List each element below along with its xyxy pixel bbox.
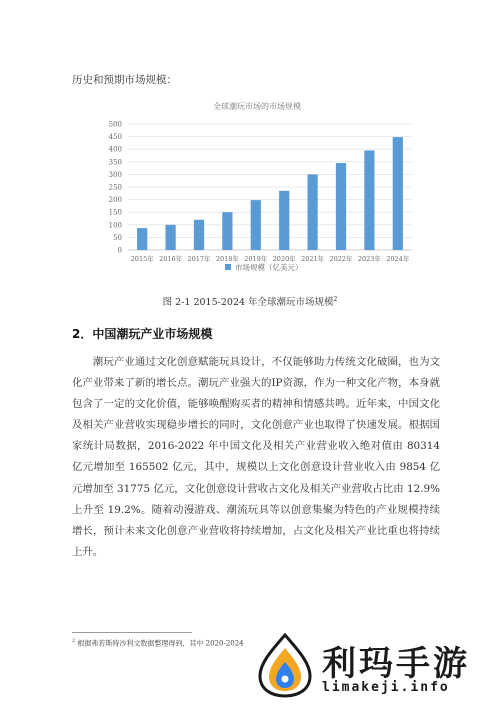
bar-2020年	[279, 191, 289, 250]
footnote	[72, 638, 244, 648]
body-paragraph: 潮玩产业通过文化创意赋能玩具设计，不仅能够助力传统文化破圈，也为文化产业带来了新的增长点。潮玩产业强大的IP资源，作为一种文化产物，本身就包含了一定的文化价值，能够唤醒购买者的精神和情感共鸣。近年来，中国文化及相关产业营收实现稳步增长的同时，文化创意产业也取得了快速发展。根据国家统计局数据，2016-2022 年中国文化及相关产业营业收入绝对值由 80314 亿元增加至 165502 亿元，其中，规模以上文化创意设计营业收入由 9854 亿元增加至 31775 亿元，文化创意设计营收占文化及相关产业营收占比由 12.9%上升至 19.2%。随着动漫游戏、潮流玩具等以创意集聚为特色的产业规模持续增长，预计未来文化创意产业营收将持续增加，占文化及相关产业比重也将持续上升。	[72, 356, 440, 558]
x-tick-label: 2021年	[301, 255, 325, 263]
bar-2018年	[222, 212, 232, 250]
x-tick-label: 2023年	[357, 255, 381, 263]
bar-2021年	[307, 174, 317, 250]
y-tick-label: 200	[108, 196, 122, 205]
y-tick-label: 350	[108, 158, 122, 167]
bar-chart-svg	[92, 96, 422, 296]
chart-y-axis	[109, 121, 122, 255]
y-tick-label: 300	[108, 170, 122, 179]
x-tick-label: 2018年	[215, 255, 239, 263]
y-tick-label: 250	[108, 183, 122, 192]
caption-note-mark: 2	[333, 295, 338, 303]
x-tick-label: 2016年	[159, 255, 183, 263]
y-tick-label: 0	[117, 246, 122, 255]
chart-bars	[137, 137, 403, 250]
x-tick-label: 2020年	[272, 255, 296, 263]
y-tick-label: 500	[108, 120, 122, 129]
x-tick-label: 2022年	[329, 255, 353, 263]
bar-2022年	[336, 163, 346, 250]
footnote-text: 根据弗若斯特沙利文数据整理得到，其中 2020-2024	[77, 639, 244, 648]
y-tick-label: 150	[108, 208, 122, 217]
chart-x-axis	[131, 254, 410, 263]
bar-2024年	[393, 137, 403, 250]
bar-2019年	[251, 200, 261, 250]
x-tick-label: 2015年	[130, 255, 154, 263]
caption-text: 图 2-1 2015-2024 年全球潮玩市场规模	[162, 297, 334, 308]
footnote-mark: 2	[72, 638, 76, 644]
bar-2023年	[364, 150, 374, 250]
watermark-url: limakeji.info	[322, 680, 450, 695]
legend-swatch	[225, 264, 231, 270]
section-heading: 2．中国潮玩产业市场规模	[72, 327, 213, 341]
y-tick-label: 450	[108, 133, 122, 142]
bar-2016年	[165, 225, 175, 250]
bar-2015年	[137, 228, 147, 250]
x-tick-label: 2017年	[187, 255, 211, 263]
market-size-chart	[92, 96, 422, 296]
chart-title: 全球潮玩市场的市场规模	[213, 102, 301, 111]
y-tick-label: 400	[108, 145, 122, 154]
chart-legend	[225, 262, 303, 272]
y-tick-label: 100	[108, 221, 122, 230]
bar-2017年	[194, 220, 204, 250]
figure-caption	[0, 294, 500, 308]
legend-label: 市场规模（亿美元）	[235, 263, 303, 272]
intro-text: 历史和预期市场规模：	[72, 74, 177, 86]
footnote-divider	[72, 632, 192, 633]
x-tick-label: 2019年	[244, 255, 268, 263]
flame-drop-logo-icon	[256, 632, 314, 698]
x-tick-label: 2024年	[386, 255, 410, 263]
watermark-brand: 利玛手游	[322, 644, 470, 684]
y-tick-label: 50	[113, 233, 122, 242]
